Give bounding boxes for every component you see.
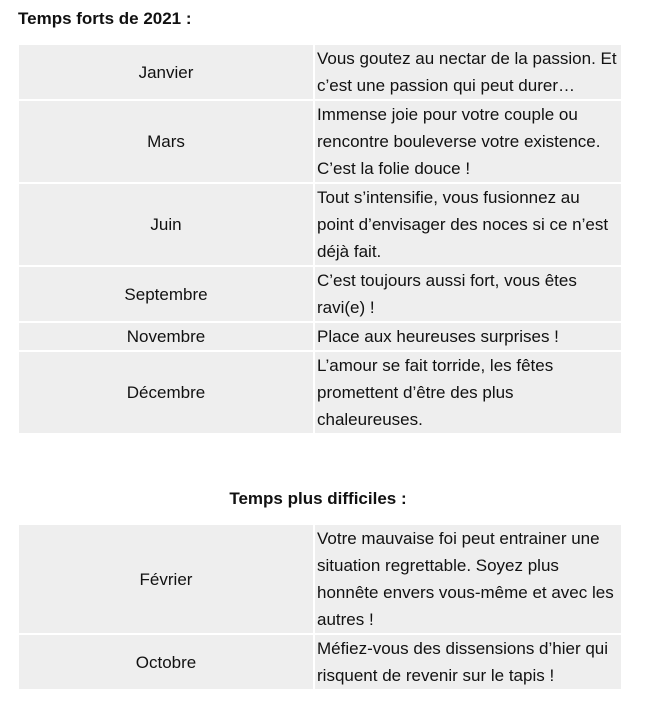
month-cell: Octobre <box>19 635 313 689</box>
description-cell: Tout s’intensifie, vous fusionnez au point d’envisager des noces si ce n’est déjà fait. <box>315 184 621 265</box>
table-row <box>19 323 621 350</box>
table-row <box>19 635 621 689</box>
section-heading-highlights: Temps forts de 2021 : <box>18 9 192 28</box>
description-cell: Votre mauvaise foi peut entrainer une situation regrettable. Soyez plus honnête envers vous-même et avec les autres ! <box>315 525 621 633</box>
month-cell: Juin <box>19 184 313 265</box>
difficulties-table <box>17 523 623 691</box>
section-heading-difficulties: Temps plus difficiles : <box>229 489 407 508</box>
month-cell: Décembre <box>19 352 313 433</box>
month-cell: Novembre <box>19 323 313 350</box>
description-cell: C’est toujours aussi fort, vous êtes ravi(e) ! <box>315 267 621 321</box>
table-row <box>19 525 621 633</box>
table-row <box>19 101 621 182</box>
table-row <box>19 352 621 433</box>
month-cell: Février <box>19 525 313 633</box>
description-cell: Méfiez-vous des dissensions d’hier qui risquent de revenir sur le tapis ! <box>315 635 621 689</box>
table-row <box>19 184 621 265</box>
month-cell: Mars <box>19 101 313 182</box>
table-row <box>19 267 621 321</box>
description-cell: Vous goutez au nectar de la passion. Et c’est une passion qui peut durer… <box>315 45 621 99</box>
description-cell: L’amour se fait torride, les fêtes promettent d’être des plus chaleureuses. <box>315 352 621 433</box>
description-cell: Immense joie pour votre couple ou rencontre bouleverse votre existence. C’est la folie douce ! <box>315 101 621 182</box>
month-cell: Septembre <box>19 267 313 321</box>
description-cell: Place aux heureuses surprises ! <box>315 323 621 350</box>
table-row <box>19 45 621 99</box>
highlights-table <box>17 43 623 435</box>
month-cell: Janvier <box>19 45 313 99</box>
